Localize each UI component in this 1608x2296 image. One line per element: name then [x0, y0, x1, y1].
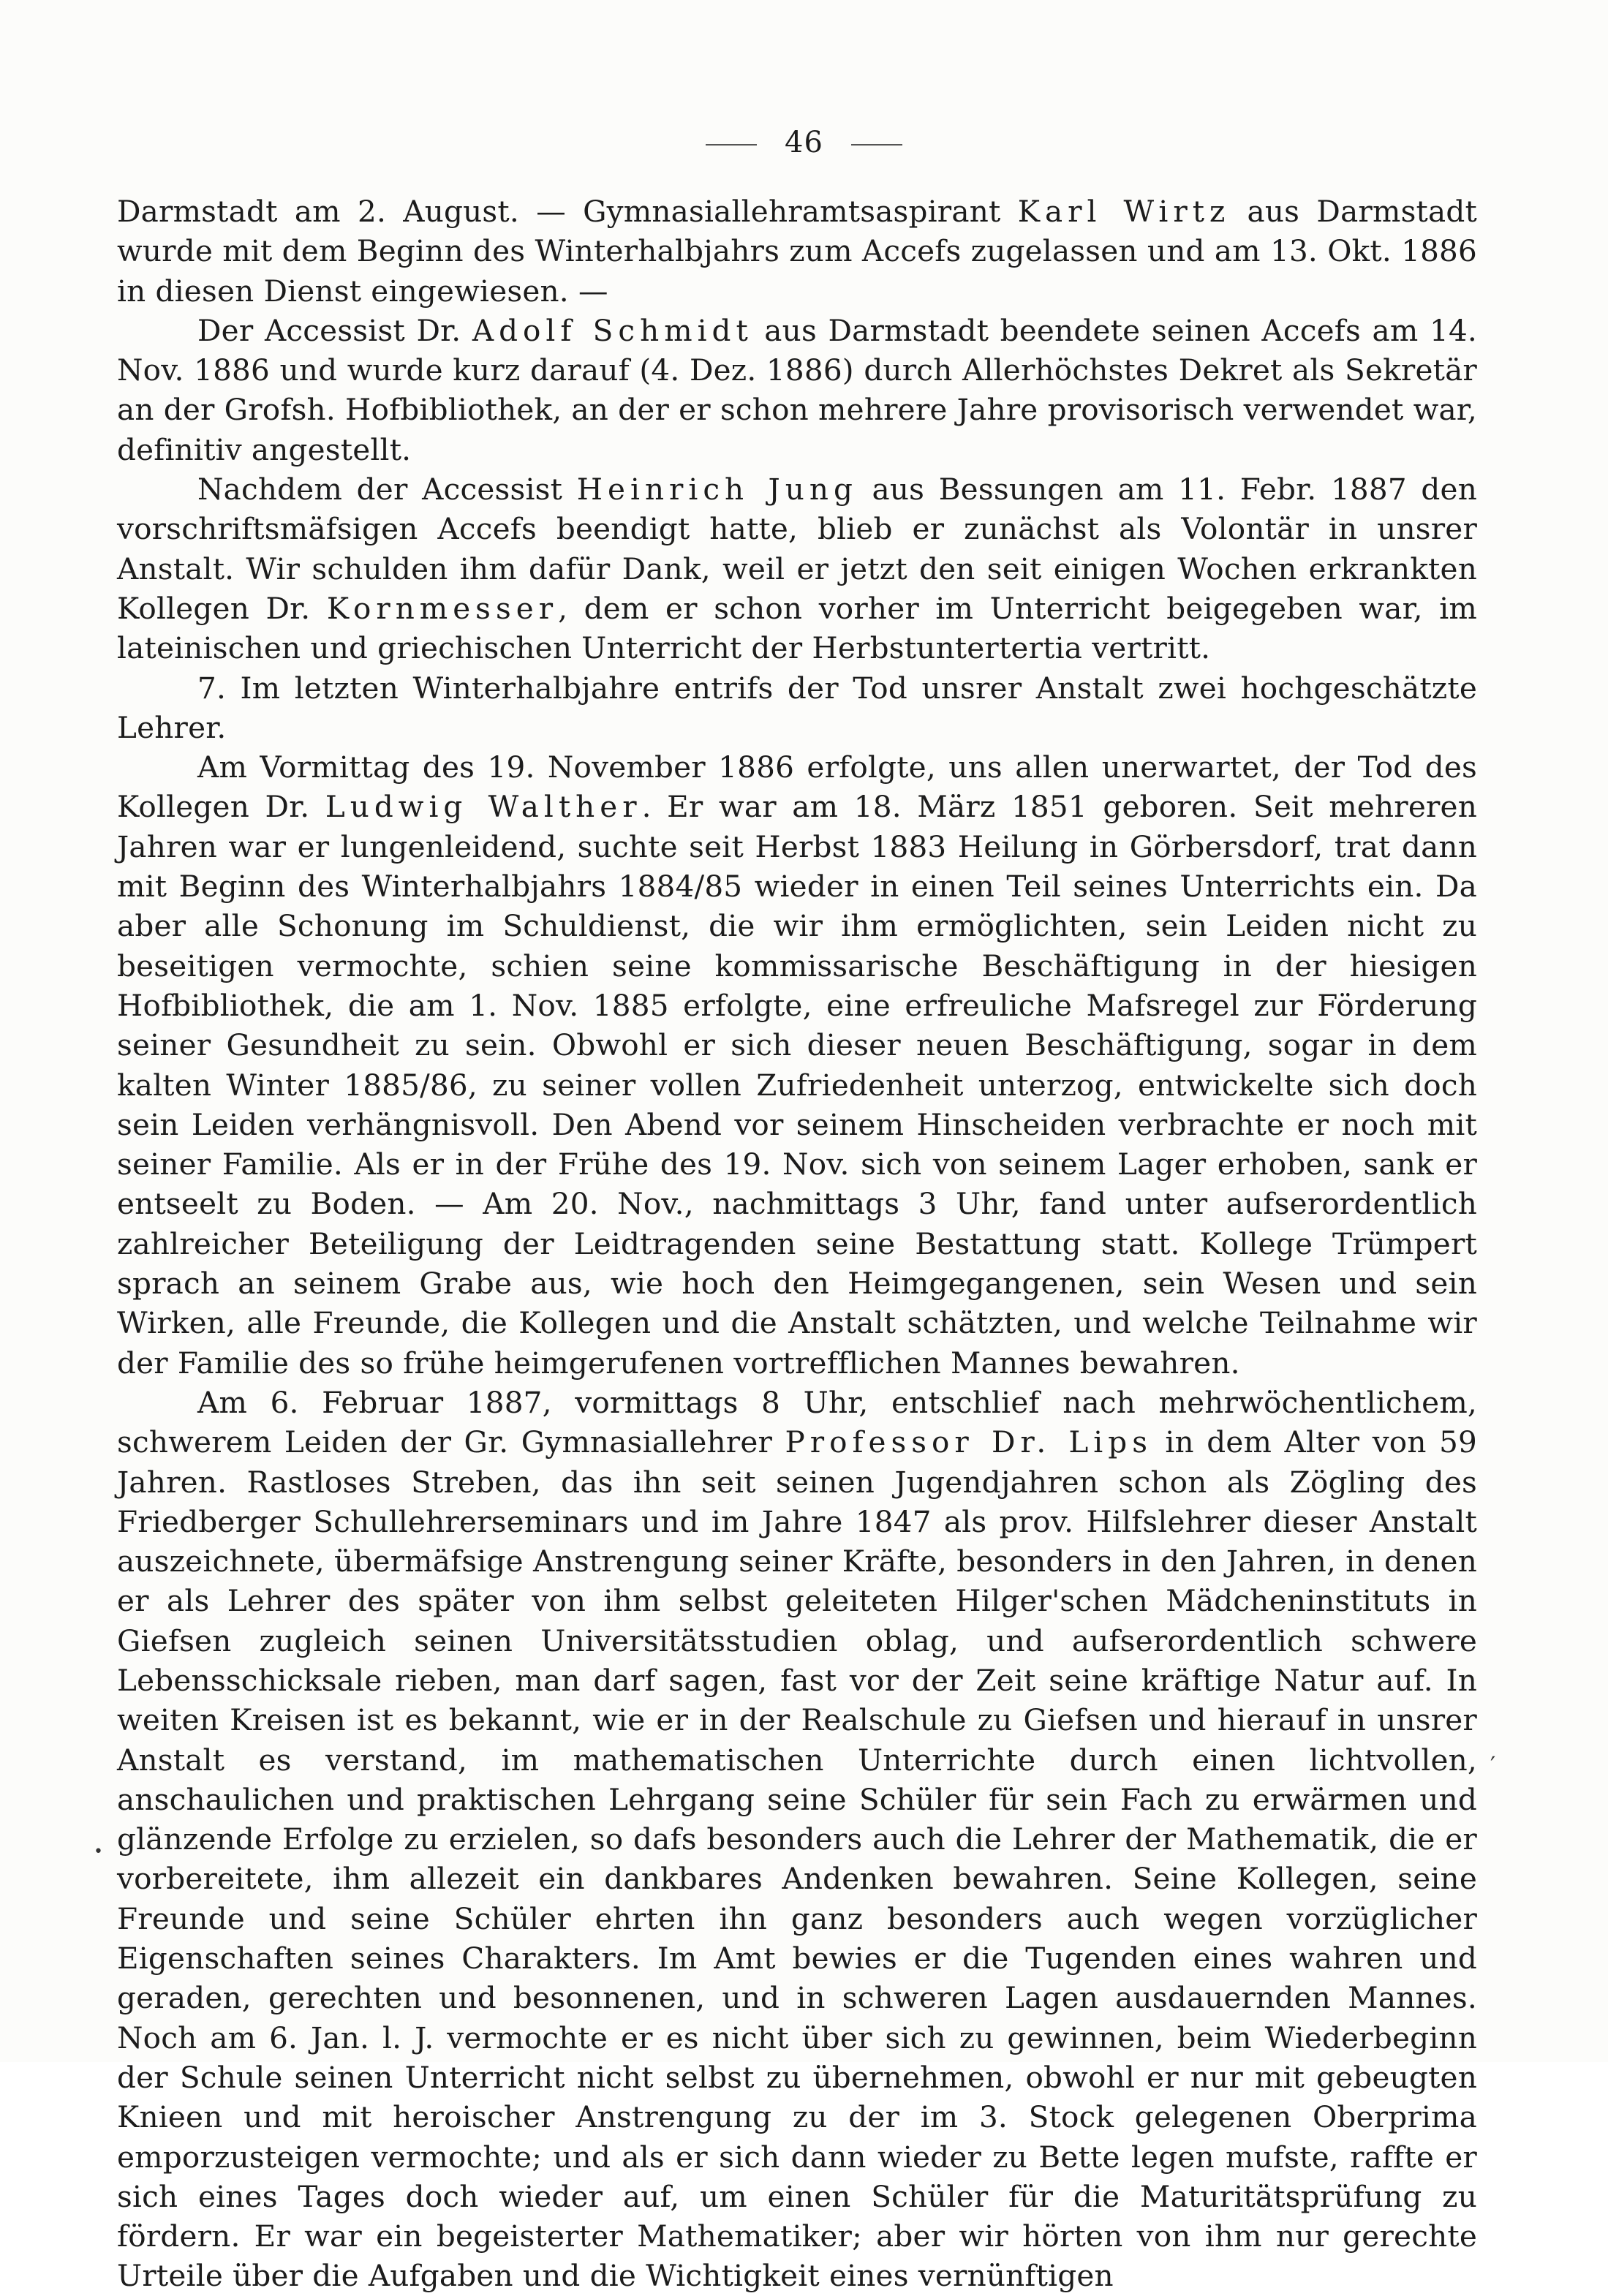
header-rule-right	[851, 144, 902, 146]
text-run: aus Bessungen am 11. Febr. 1887 den vorschriftsmäfsigen Accefs beendigt hatte, blieb er zunächst als Volontär in unsrer Anstalt. Wir schulden ihm dafür Dank, weil er jetzt den seit einigen Wochen erkrankten Kollegen Dr.	[117, 472, 1478, 626]
paragraph	[117, 747, 1477, 1383]
text-run: in dem Alter von 59 Jahren. Rastloses Streben, das ihn seit seinen Jugendjahren schon als Zögling des Friedberger Schullehrerseminars und im Jahre 1847 als prov. Hilfslehrer dieser Anstalt auszeichnete, übermäfsige Anstrengung seiner Kräfte, besonders in den Jahren, in denen er als Lehrer des später von ihm selbst geleiteten Hilger'schen Mädcheninstituts in Giefsen zugleich seinen Universitätsstudien oblag, und aufserordentlich schwere Lebensschicksale rieben, man darf sagen, fast vor der Zeit seine kräftige Natur auf. In weiten Kreisen ist es bekannt, wie er in der Realschule zu Giefsen und hierauf in unsrer Anstalt es verstand, im mathematischen Unterrichte durch einen lichtvollen, anschaulichen und praktischen Lehrgang seine Schüler für sein Fach zu erwärmen und glänzende Erfolge zu erzielen, so dafs besonders auch die Lehrer der Mathematik, die er vorbereitete, ihm allezeit ein dankbares Andenken bewahren. Seine Kollegen, seine Freunde und seine Schüler ehrten ihn ganz besonders auch wegen vorzüglicher Eigenschaften seines Charakters. Im Amt bewies er die Tugenden eines wahren und geraden, gerechten und besonnenen, und in schweren Lagen ausdauernden Mannes. Noch am 6. Jan. l. J. vermochte er es nicht über sich zu gewinnen, beim Wiederbeginn der Schule seinen Unterricht nicht selbst zu übernehmen, obwohl er nur mit gebeugten Knieen und mit heroischer Anstrengung zu der im 3. Stock gelegenen Oberprima emporzusteigen vermochte; und als er sich dann wieder zu Bette legen mufste, raffte er sich eines Tages doch wieder auf, um einen Schüler für die Maturitätsprüfung zu fördern. Er war ein begeisterter Mathematiker; aber wir hörten von ihm nur gerechte Urteile über die Aufgaben und die Wichtigkeit eines vernünftigen	[117, 1424, 1477, 2294]
spaced-name: Heinrich Jung	[576, 472, 858, 507]
text-run: Nachdem der Accessist	[197, 472, 577, 507]
paragraph	[117, 668, 1477, 748]
text-run: 7. Im letzten Winterhalbjahre entrifs der Tod unsrer Anstalt zwei hochgeschätzte Lehrer.	[117, 670, 1477, 745]
paragraph	[117, 311, 1477, 469]
spaced-name: Adolf Schmidt	[472, 312, 753, 348]
margin-mark: ′	[1490, 1751, 1496, 1779]
spaced-name: Professor Dr. Lips	[785, 1424, 1152, 1460]
page-header	[0, 121, 1608, 165]
text-run: aus Darmstadt wurde mit dem Beginn des Winterhalbjahrs zum Accefs zugelassen und am 13. Okt. 1886 in diesen Dienst eingewiesen. —	[117, 194, 1477, 309]
text-run: aus Darmstadt beendete seinen Accefs am 14. Nov. 1886 und wurde kurz darauf (4. Dez. 1886) durch Allerhöchstes Dekret als Sekretär an der Grofsh. Hofbibliothek, an der er schon mehrere Jahre provisorisch verwendet war, definitiv angestellt.	[117, 312, 1477, 467]
text-run: , dem er schon vorher im Unterricht beigegeben war, im lateinischen und griechischen Unterricht der Herbstuntertertia vertritt.	[117, 590, 1477, 666]
text-run: Der Accessist Dr.	[197, 312, 472, 348]
margin-dot: •	[94, 1843, 103, 1861]
text-run: Darmstadt am 2. August. — Gymnasiallehramtsaspirant	[117, 194, 1018, 229]
text-run: . Er war am 18. März 1851 geboren. Seit mehreren Jahren war er lungenleidend, suchte seit Herbst 1883 Heilung in Görbersdorf, trat dann mit Beginn des Winterhalbjahrs 1884/85 wieder in einen Teil seines Unterrichts ein. Da aber alle Schonung im Schuldienst, die wir ihm ermöglichten, sein Leiden nicht zu beseitigen vermochte, schien seine kommissarische Beschäftigung in der hiesigen Hofbibliothek, die am 1. Nov. 1885 erfolgte, eine erfreuliche Mafsregel zur Förderung seiner Gesundheit zu sein. Obwohl er sich dieser neuen Beschäftigung, sogar in dem kalten Winter 1885/86, zu seiner vollen Zufriedenheit unterzog, entwickelte sich doch sein Leiden verhängnisvoll. Den Abend vor seinem Hinscheiden verbrachte er noch mit seiner Familie. Als er in der Frühe des 19. Nov. sich von seinem Lager erhoben, sank er entseelt zu Boden. — Am 20. Nov., nachmittags 3 Uhr, fand unter aufserordentlich zahlreicher Beteiligung der Leidtragenden seine Bestattung statt. Kollege Trümpert sprach an seinem Grabe aus, wie hoch den Heimgegangenen, sein Wesen und sein Wirken, alle Freunde, die Kollegen und die Anstalt schätzten, und welche Teilnahme wir der Familie des so frühe heimgerufenen vortrefflichen Mannes bewahren.	[117, 789, 1477, 1381]
paragraph	[117, 192, 1477, 311]
paragraph	[117, 1383, 1477, 2296]
spaced-name: Karl Wirtz	[1017, 194, 1231, 229]
text-run: Am Vormittag des 19. November 1886 erfolgte, uns allen unerwartet, der Tod des Kollegen Dr.	[117, 749, 1477, 825]
spaced-name: Ludwig Walther	[325, 789, 642, 825]
body-text	[117, 192, 1477, 2296]
text-run: Am 6. Februar 1887, vormittags 8 Uhr, entschlief nach mehrwöchentlichem, schwerem Leiden der Gr. Gymnasiallehrer	[117, 1384, 1477, 1460]
paragraph	[117, 469, 1477, 668]
spaced-name: Kornmesser	[326, 590, 559, 626]
header-rule-left	[706, 144, 757, 146]
page-number: 46	[785, 126, 823, 159]
